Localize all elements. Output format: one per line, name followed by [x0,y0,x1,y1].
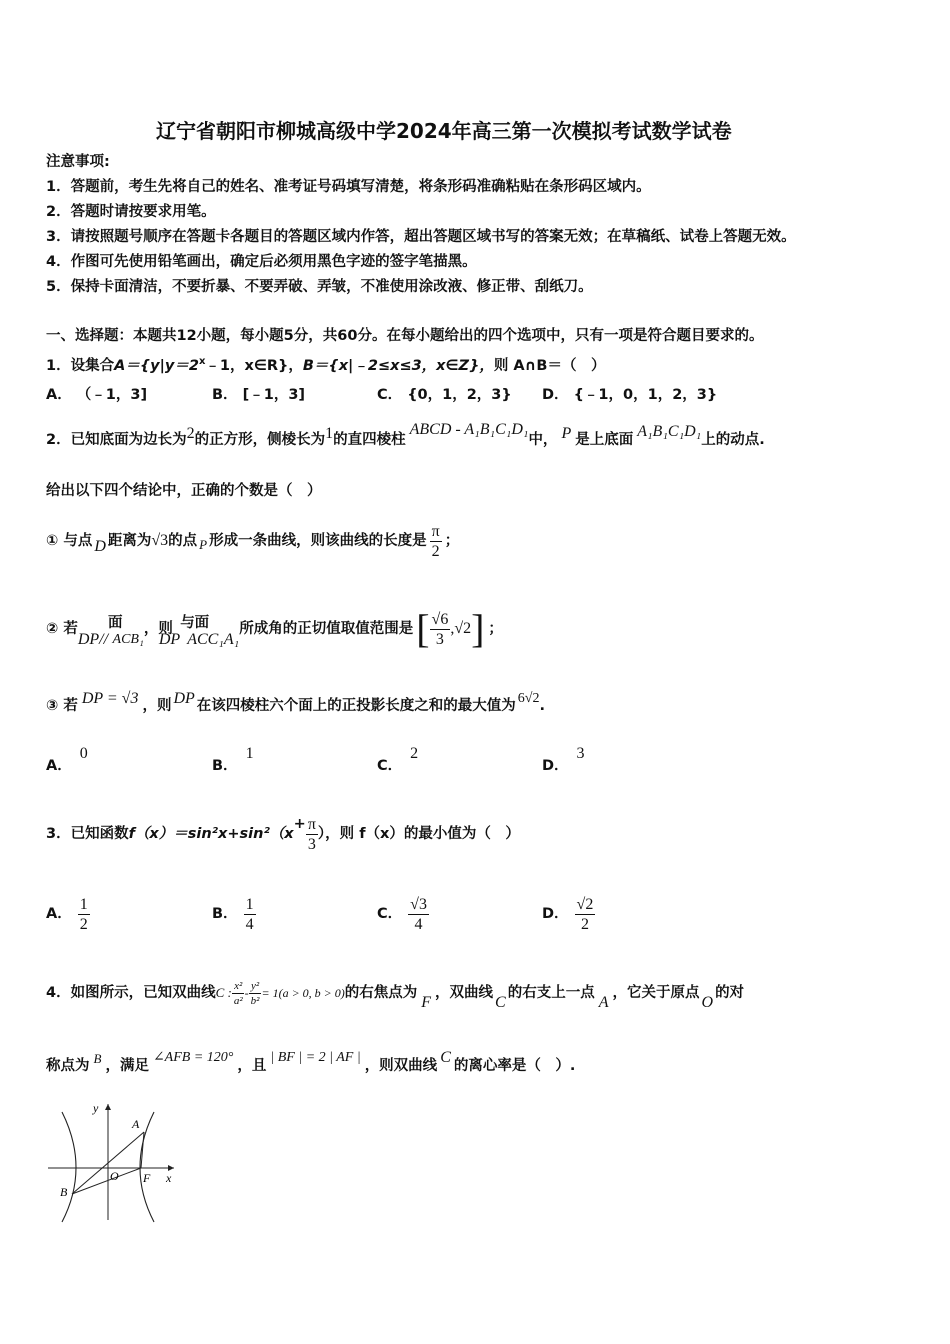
q3-option-a[interactable] [46,886,90,942]
fraction-denominator: 3 [435,630,444,648]
q2-face: A₁B₁C₁D₁ [637,423,702,440]
q2-text-1: 2．已知底面为边长为 [46,432,187,448]
q4-y-fraction [249,979,262,1008]
c3-equation: DP = √3 [81,690,139,707]
q4-text-7: 称点为 [46,1058,90,1074]
option-label: D． [542,758,569,774]
option-label: B． [212,758,238,774]
c3-text-b: ，则 [142,698,172,714]
q4-c: C : [215,985,232,1000]
c2-acb1: ACB₁ [112,632,144,647]
q3-function: f（x）＝sin²x+sin²（x [128,826,294,842]
q2-option-c[interactable] [377,745,419,776]
q4-text-5: ，它关于原点 [612,985,700,1001]
q2-prism-top: A₁B₁C₁D₁ [464,421,529,438]
q2-text-6: 上的动点. [701,432,765,448]
option-label: C． [377,758,403,774]
fraction-denominator: 2 [431,542,440,560]
fraction-numerator: √3 [410,895,427,913]
q1-set-a-rest: ﹣1，x∈R}， [205,357,303,374]
q4-equation-rest: = 1(a > 0, b > 0) [261,986,345,1000]
q4-f: F [421,994,432,1011]
fraction-denominator: 3 [307,835,316,853]
label-o: O [110,1169,119,1183]
q4-x-fraction [232,979,245,1008]
q4-text-3: ，双曲线 [435,985,494,1001]
q4-text-9: ，且 [237,1058,267,1074]
q2-conclusion-1 [46,516,459,566]
c1-text-e: 形成一条曲线，则该曲线的长度是 [209,533,427,549]
q2-text-4: 中， [528,432,558,448]
q1-option-d[interactable] [542,385,717,405]
q4-text-2: 的右焦点为 [344,985,418,1001]
q2-conclusion-3 [46,688,545,724]
right-bracket-icon: ] [471,606,485,651]
option-text: 0 [79,745,88,762]
option-fraction [408,895,429,934]
fraction-numerator: y² [250,979,260,992]
q3-option-d[interactable] [542,886,595,942]
fraction-numerator: √2 [576,895,594,913]
q4-condition: | BF | = 2 | AF | [270,1050,361,1065]
q3-text-1: 3．已知函数 [46,826,129,842]
q4-text-8: ，满足 [105,1058,149,1074]
label-f: F [143,1171,151,1185]
fraction-denominator: a² [233,994,243,1007]
question-3-stem [46,806,520,862]
hyperbola-left-branch [62,1112,76,1222]
hyperbola-right-branch [140,1112,154,1222]
fraction-numerator: √6 [431,610,449,628]
q3-plus: + [293,816,306,832]
c1-point-p: P [199,537,208,552]
option-label: C． [377,387,403,403]
left-bracket-icon: [ [416,606,430,651]
fraction-denominator: 4 [245,915,254,933]
q3-fraction [306,815,318,854]
q2-option-a[interactable] [46,745,88,776]
c2-acc1a1: ACC₁A₁ [187,631,240,648]
q2-text-5: 是上底面 [575,432,634,448]
c1-text-b: 距离为 [107,533,152,549]
q1-set-a: A＝{y|y＝2 [114,357,199,374]
option-label: A． [46,906,72,922]
c3-dp: DP [173,690,195,707]
option-label: A． [46,758,72,774]
c2-dp: DP [158,631,181,648]
q1-set-b: B＝{x|﹣2≤x≤3，x∈Z}， [302,357,494,374]
notice-item-3: 3．请按照题号顺序在答题卡各题目的答题区域内作答，超出答题区域书写的答案无效；在草稿纸、试卷上答题无效。 [46,229,796,245]
q4-a: A [598,994,609,1011]
question-4-line-2 [46,1046,575,1086]
c1-text-a: ① 与点 [46,533,93,549]
c3-value: 6√2 [517,691,540,706]
option-label: B． [212,906,238,922]
question-1-stem [46,352,605,376]
q2-text-2: 的正方形，侧棱长为 [194,432,326,448]
fraction-numerator: 1 [79,895,88,913]
option-text: [﹣1，3] [242,387,306,403]
option-label: D． [542,906,569,922]
option-fraction [78,895,90,934]
line-bf [72,1168,141,1194]
fraction-denominator: 2 [580,915,589,933]
q4-text-1: 4．如图所示，已知双曲线 [46,985,216,1001]
q4-text-6: 的对 [715,985,745,1001]
fraction-denominator: 4 [414,915,423,933]
notice-item-5: 5．保持卡面清洁，不要折暴、不要弄破、弄皱，不准使用涂改液、修正带、刮纸刀。 [46,279,593,295]
option-fraction [244,895,256,934]
q1-prefix: 1．设集合 [46,357,115,374]
option-text: 3 [576,745,585,762]
q2-option-d[interactable] [542,745,585,776]
fraction-numerator: π [307,815,316,833]
notice-heading: 注意事项: [46,154,110,170]
q2-prism: ABCD - [409,421,465,438]
q4-c3: C [440,1049,451,1066]
q1-option-b[interactable] [212,385,305,405]
c2-text-a: ② 若 [46,621,78,637]
q2-line-2: 给出以下四个结论中，正确的个数是（ ） [46,483,322,499]
option-label: A． [46,387,72,403]
q2-conclusion-2 [46,598,503,660]
c2-end: ； [488,621,503,637]
c3-end: . [539,698,545,714]
c1-sqrt3: √3 [151,532,169,549]
fraction-denominator: 2 [79,915,88,933]
q1-exponent: x [198,356,206,367]
option-text: 2 [410,745,419,762]
c2-ze: ，则 [143,621,173,637]
page-title: 辽宁省朝阳市柳城高级中学2024年高三第一次模拟考试数学试卷 [156,119,732,143]
option-label: C． [377,906,403,922]
notice-item-2: 2．答题时请按要求用笔。 [46,204,216,220]
option-label: B． [212,387,238,403]
option-text: {0，1，2，3} [407,387,512,403]
c2-yu: 与面 [180,615,210,631]
c3-text-c: 在该四棱柱六个面上的正投影长度之和的最大值为 [196,698,516,714]
q1-option-a[interactable] [46,385,147,405]
c1-point-d: D [94,538,106,555]
hyperbola-figure [44,1098,180,1224]
fraction-numerator: π [431,522,440,540]
q2-point-p: P [561,425,572,442]
question-2-stem [46,421,765,450]
question-4-stem [46,968,744,1018]
q4-b: B [93,1051,102,1066]
q2-edge: 1 [325,425,334,442]
c2-fraction [430,610,451,649]
q1-ask: 则 A∩B＝（ ） [493,357,606,374]
c2-text-b: 所成角的正切值取值范围是 [239,621,414,637]
q2-side: 2 [186,425,195,442]
q2-text-3: 的直四棱柱 [333,432,406,448]
label-x: x [166,1171,172,1185]
c1-fraction [430,522,442,561]
q4-text-10: ，则双曲线 [364,1058,438,1074]
y-axis-arrow-icon [105,1104,111,1110]
c2-dp-parallel: DP// [77,631,109,648]
notice-item-4: 4．作图可先使用铅笔画出，确定后必须用黑色字迹的签字笔描黑。 [46,254,477,270]
c2-sqrt2: ,√2 [450,620,472,637]
option-label: D． [542,387,569,403]
c3-text-a: ③ 若 [46,698,78,714]
notice-item-1: 1．答题前，考生先将自己的姓名、准考证号码填写清楚，将条形码准确粘贴在条形码区域内。 [46,179,651,195]
q3-text-2: ），则 f（x）的最小值为（ ） [317,826,520,842]
q4-angle: ∠AFB = 120° [152,1050,234,1065]
label-a: A [132,1117,140,1131]
option-fraction [575,895,596,934]
fraction-numerator: 1 [245,895,254,913]
c1-end: ； [444,533,460,549]
c2-mian: 面 [108,615,123,631]
c1-text-c: 的点 [168,533,198,549]
fraction-denominator: b² [250,994,260,1007]
section-heading: 一、选择题：本题共12小题，每小题5分，共60分。在每小题给出的四个选项中，只有一项是符合题目要求的。 [46,328,764,344]
option-text: （﹣1，3] [76,387,148,403]
label-b: B [60,1185,68,1199]
q3-option-c[interactable] [377,886,429,942]
q4-text-4: 的右支上一点 [507,985,595,1001]
q1-option-c[interactable] [377,385,512,405]
q2-option-b[interactable] [212,745,254,776]
q4-c2: C [495,994,506,1011]
label-y: y [93,1101,99,1115]
option-text: {﹣1，0，1，2，3} [573,387,718,403]
q4-o: O [701,994,714,1011]
q4-minus: - [244,986,249,1000]
q4-text-11: 的离心率是（ ）. [453,1058,576,1074]
fraction-numerator: x² [234,979,243,992]
option-text: 1 [245,745,254,762]
q3-option-b[interactable] [212,886,256,942]
